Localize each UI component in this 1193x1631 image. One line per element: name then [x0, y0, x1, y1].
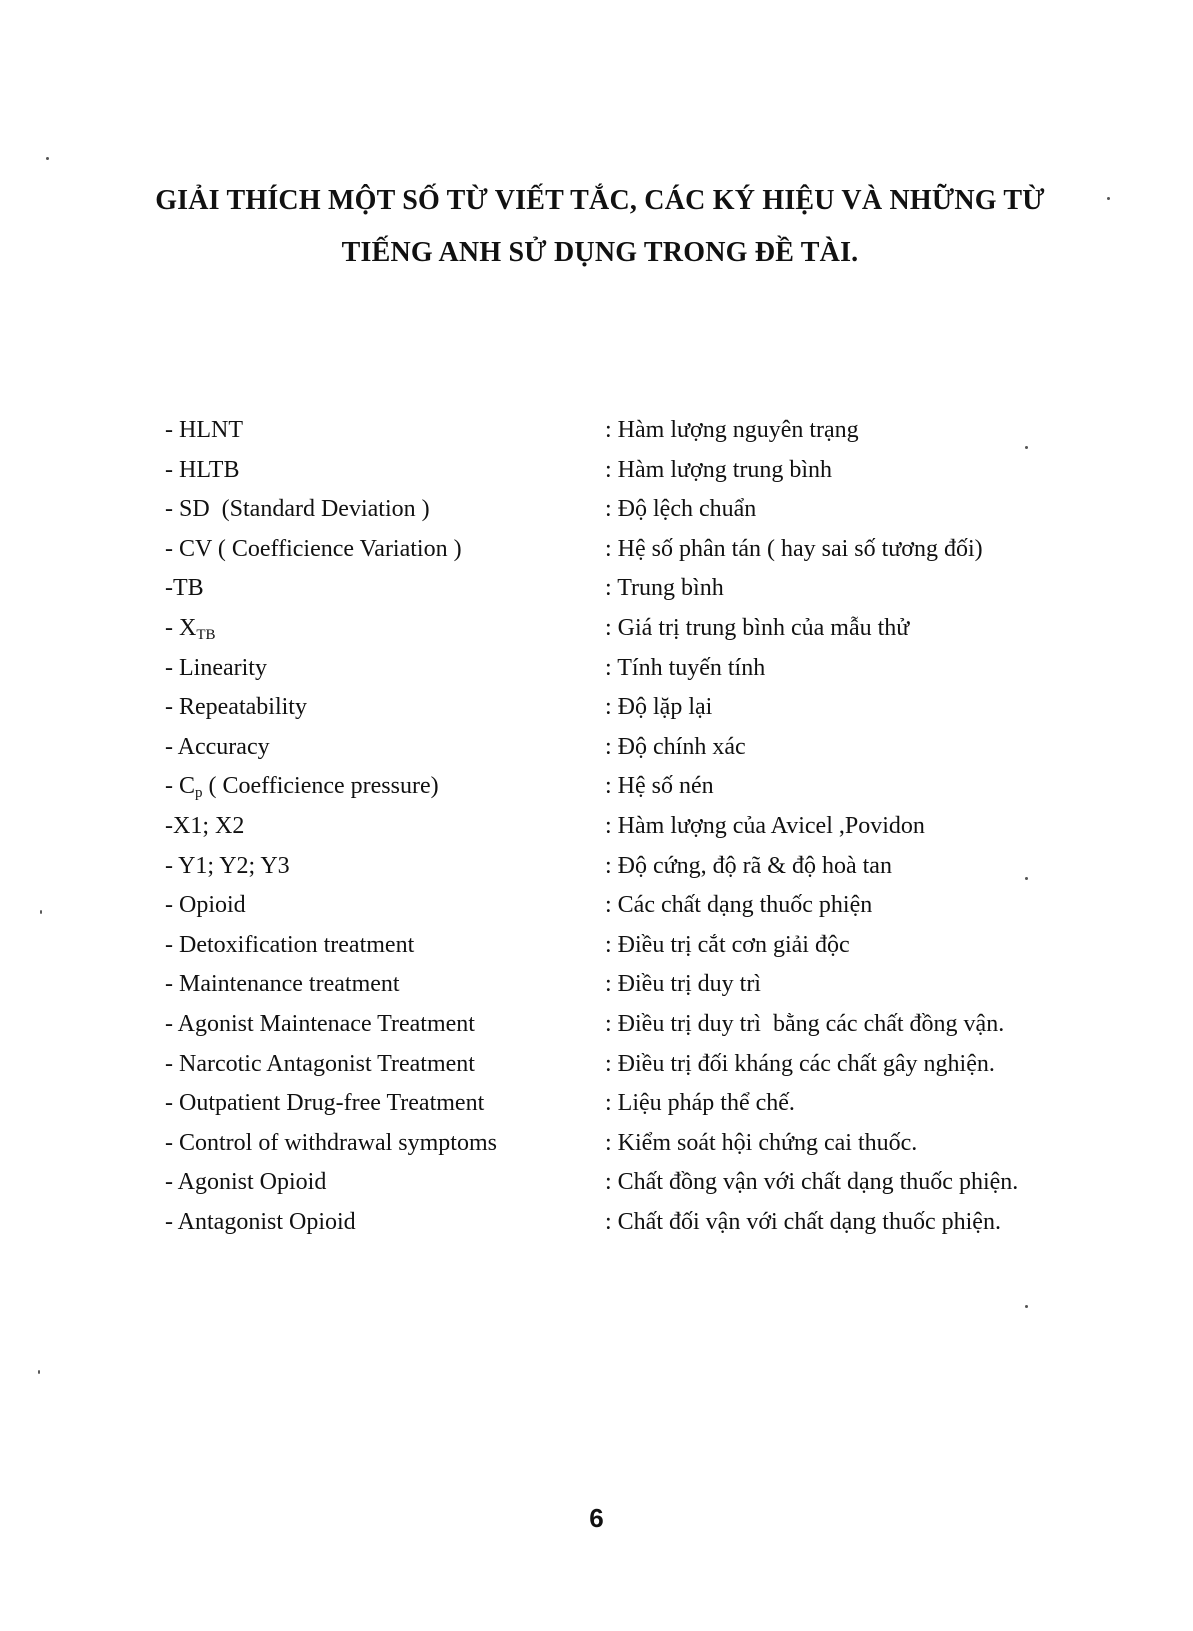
glossary-row: [165, 930, 1125, 970]
glossary-term-text: - Outpatient Drug-free Treatment: [165, 1090, 485, 1117]
glossary-term-text: -X1; X2: [165, 812, 245, 839]
glossary-definition: : Điều trị cắt cơn giải độc: [605, 931, 850, 958]
glossary-term-subscript: TB: [196, 626, 216, 643]
glossary-row: [165, 1128, 1125, 1168]
scan-speck: [40, 910, 42, 914]
glossary-term: [165, 1088, 605, 1118]
glossary-term-text: - Linearity: [165, 654, 267, 681]
glossary-definition: : Hàm lượng của Avicel ,Povidon: [605, 812, 925, 839]
glossary-row: [165, 494, 1125, 534]
glossary-row: [165, 851, 1125, 891]
glossary-definition: : Trung bình: [605, 575, 724, 602]
scan-speck: [1025, 446, 1028, 449]
glossary-term-text: - X: [165, 614, 197, 641]
glossary-row: [165, 811, 1125, 851]
glossary-row: [165, 732, 1125, 772]
glossary-definition: : Độ lặp lại: [605, 694, 713, 721]
glossary-definition: : Điều trị duy trì: [605, 971, 761, 998]
glossary-row: [165, 692, 1125, 732]
glossary-row: [165, 613, 1125, 653]
glossary-term-text: - HLTB: [165, 456, 240, 483]
scan-speck: [46, 157, 49, 160]
glossary-term-text: - Repeatability: [165, 694, 307, 721]
glossary-term: [165, 851, 605, 881]
glossary-term: [165, 653, 605, 683]
glossary-definition: : Độ lệch chuẩn: [605, 496, 757, 523]
glossary-term: [165, 890, 605, 920]
glossary-term-text: - Antagonist Opioid: [165, 1208, 356, 1235]
scan-speck: [1025, 877, 1028, 880]
glossary-term: [165, 613, 605, 643]
glossary-definition: : Hệ số nén: [605, 773, 714, 800]
glossary-row: [165, 1088, 1125, 1128]
glossary-term: [165, 692, 605, 722]
glossary-definition: : Điều trị duy trì bằng các chất đồng vận.: [605, 1010, 1005, 1037]
glossary-row: [165, 534, 1125, 574]
glossary-term-text: - Y1; Y2; Y3: [165, 852, 290, 879]
glossary-row: [165, 653, 1125, 693]
glossary-list: [165, 415, 1125, 1246]
page-title-line-1: GIẢI THÍCH MỘT SỐ TỪ VIẾT TẮC, CÁC KÝ HIỆU VÀ NHỮNG TỪ: [155, 185, 1045, 216]
glossary-row: [165, 1167, 1125, 1207]
glossary-term: [165, 494, 605, 524]
glossary-definition: : Kiểm soát hội chứng cai thuốc.: [605, 1129, 918, 1156]
glossary-term: [165, 771, 605, 801]
glossary-term-text: - Maintenance treatment: [165, 971, 400, 998]
glossary-term: [165, 415, 605, 445]
glossary-definition: : Chất đồng vận với chất dạng thuốc phiện.: [605, 1169, 1019, 1196]
glossary-term-text: -TB: [165, 575, 204, 602]
glossary-definition: : Giá trị trung bình của mẫu thử: [605, 614, 910, 641]
scan-speck: [1107, 197, 1110, 200]
glossary-definition: : Hệ số phân tán ( hay sai số tương đối): [605, 535, 983, 562]
glossary-term: [165, 534, 605, 564]
glossary-term-text: - Narcotic Antagonist Treatment: [165, 1050, 475, 1077]
glossary-term: [165, 1207, 605, 1237]
glossary-term-text: - Detoxification treatment: [165, 931, 415, 958]
glossary-row: [165, 1207, 1125, 1247]
glossary-term: [165, 573, 605, 603]
glossary-definition: : Tính tuyến tính: [605, 654, 766, 681]
glossary-term: [165, 455, 605, 485]
glossary-row: [165, 969, 1125, 1009]
glossary-row: [165, 415, 1125, 455]
scan-speck: [1025, 1305, 1028, 1308]
glossary-term-text: - CV ( Coefficience Variation ): [165, 535, 462, 562]
glossary-definition: : Độ chính xác: [605, 733, 746, 760]
glossary-term: [165, 732, 605, 762]
glossary-term-subscript: p: [195, 785, 203, 802]
glossary-term-text: - Accuracy: [165, 733, 270, 760]
glossary-row: [165, 890, 1125, 930]
glossary-row: [165, 455, 1125, 495]
page-title-line-2: TIẾNG ANH SỬ DỤNG TRONG ĐỀ TÀI.: [341, 237, 859, 268]
glossary-definition: : Liệu pháp thể chế.: [605, 1090, 795, 1117]
glossary-definition: : Hàm lượng nguyên trạng: [605, 417, 859, 443]
glossary-term-text: - Control of withdrawal symptoms: [165, 1129, 497, 1156]
page-number: 6: [589, 1503, 604, 1533]
glossary-term: [165, 811, 605, 841]
glossary-definition: : Các chất dạng thuốc phiện: [605, 892, 873, 919]
glossary-row: [165, 771, 1125, 811]
glossary-definition: : Độ cứng, độ rã & độ hoà tan: [605, 852, 892, 879]
glossary-term-text: - Agonist Maintenace Treatment: [165, 1010, 475, 1037]
glossary-term: [165, 1128, 605, 1158]
glossary-term-text: - C: [165, 773, 195, 800]
scan-speck: [38, 1370, 40, 1374]
glossary-definition: : Điều trị đối kháng các chất gây nghiện.: [605, 1050, 995, 1077]
glossary-term: [165, 1167, 605, 1197]
glossary-term-text: - Opioid: [165, 892, 246, 919]
glossary-term: [165, 1009, 605, 1039]
glossary-term: [165, 1049, 605, 1079]
glossary-row: [165, 1049, 1125, 1089]
glossary-term: [165, 930, 605, 960]
glossary-term-suffix: ( Coefficience pressure): [202, 773, 439, 800]
glossary-definition: : Hàm lượng trung bình: [605, 456, 833, 483]
glossary-term-text: - HLNT: [165, 417, 243, 443]
glossary-row: [165, 1009, 1125, 1049]
glossary-term-text: - Agonist Opioid: [165, 1169, 327, 1196]
glossary-definition: : Chất đối vận với chất dạng thuốc phiện.: [605, 1208, 1001, 1235]
glossary-row: [165, 573, 1125, 613]
glossary-term: [165, 969, 605, 999]
glossary-term-text: - SD (Standard Deviation ): [165, 496, 430, 523]
